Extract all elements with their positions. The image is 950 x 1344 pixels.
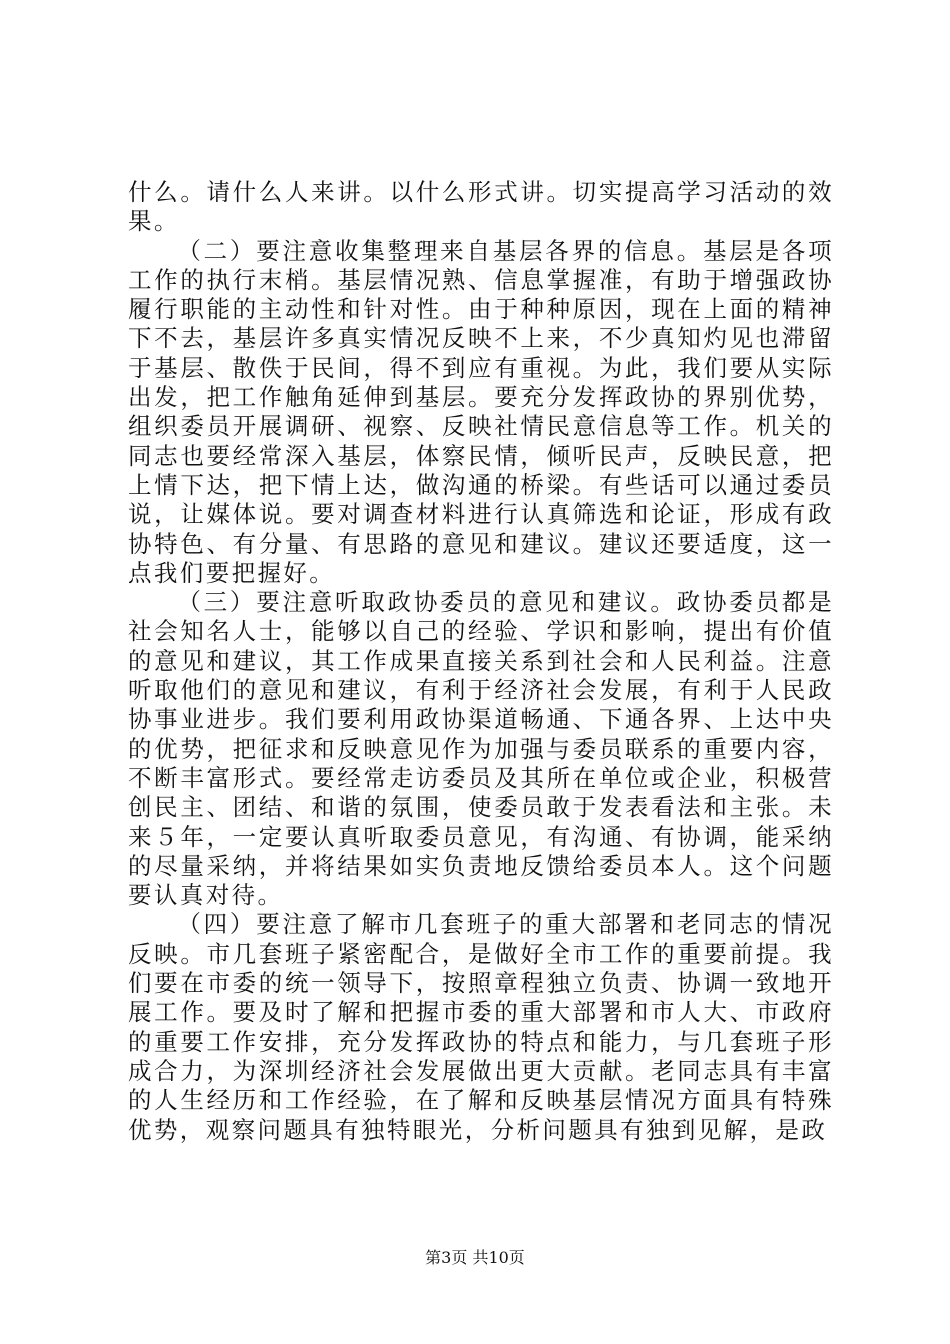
- paragraph-4: （四）要注意了解市几套班子的重大部署和老同志的情况反映。市几套班子紧密配合，是做好全市工作的重要前提。我们要在市委的统一领导下，按照章程独立负责、协调一致地开展工作。要及时了解和把握市委的重大部署和市人大、市政府的重要工作安排，充分发挥政协的特点和能力，与几套班子形成合力，为深圳经济社会发展做出更大贡献。老同志具有丰富的人生经历和工作经验，在了解和反映基层情况方面具有特殊优势，观察问题具有独特眼光，分析问题具有独到见解，是政: [128, 910, 834, 1144]
- document-body: [128, 178, 834, 1145]
- paragraph-1: 什么。请什么人来讲。以什么形式讲。切实提高学习活动的效果。: [128, 178, 834, 236]
- page-number-footer: 第3页 共10页: [425, 1248, 525, 1267]
- paragraph-2: （二）要注意收集整理来自基层各界的信息。基层是各项工作的执行末梢。基层情况熟、信息掌握准，有助于增强政协履行职能的主动性和针对性。由于种种原因，现在上面的精神下不去，基层许多真实情况反映不上来，不少真知灼见也滞留于基层、散佚于民间，得不到应有重视。为此，我们要从实际出发，把工作触角延伸到基层。要充分发挥政协的界别优势，组织委员开展调研、视察、反映社情民意信息等工作。机关的同志也要经常深入基层，体察民情，倾听民声，反映民意，把上情下达，把下情上达，做沟通的桥梁。有些话可以通过委员说，让媒体说。要对调查材料进行认真筛选和论证，形成有政协特色、有分量、有思路的意见和建议。建议还要适度，这一点我们要把握好。: [128, 236, 834, 587]
- paragraph-3: （三）要注意听取政协委员的意见和建议。政协委员都是社会知名人士，能够以自己的经验、学识和影响，提出有价值的意见和建议，其工作成果直接关系到社会和人民利益。注意听取他们的意见和建议，有利于经济社会发展，有利于人民政协事业进步。我们要利用政协渠道畅通、下通各界、上达中央的优势，把征求和反映意见作为加强与委员联系的重要内容，不断丰富形式。要经常走访委员及其所在单位或企业，积极营创民主、团结、和谐的氛围，使委员敢于发表看法和主张。未来５年，一定要认真听取委员意见，有沟通、有协调，能采纳的尽量采纳，并将结果如实负责地反馈给委员本人。这个问题要认真对待。: [128, 588, 834, 910]
